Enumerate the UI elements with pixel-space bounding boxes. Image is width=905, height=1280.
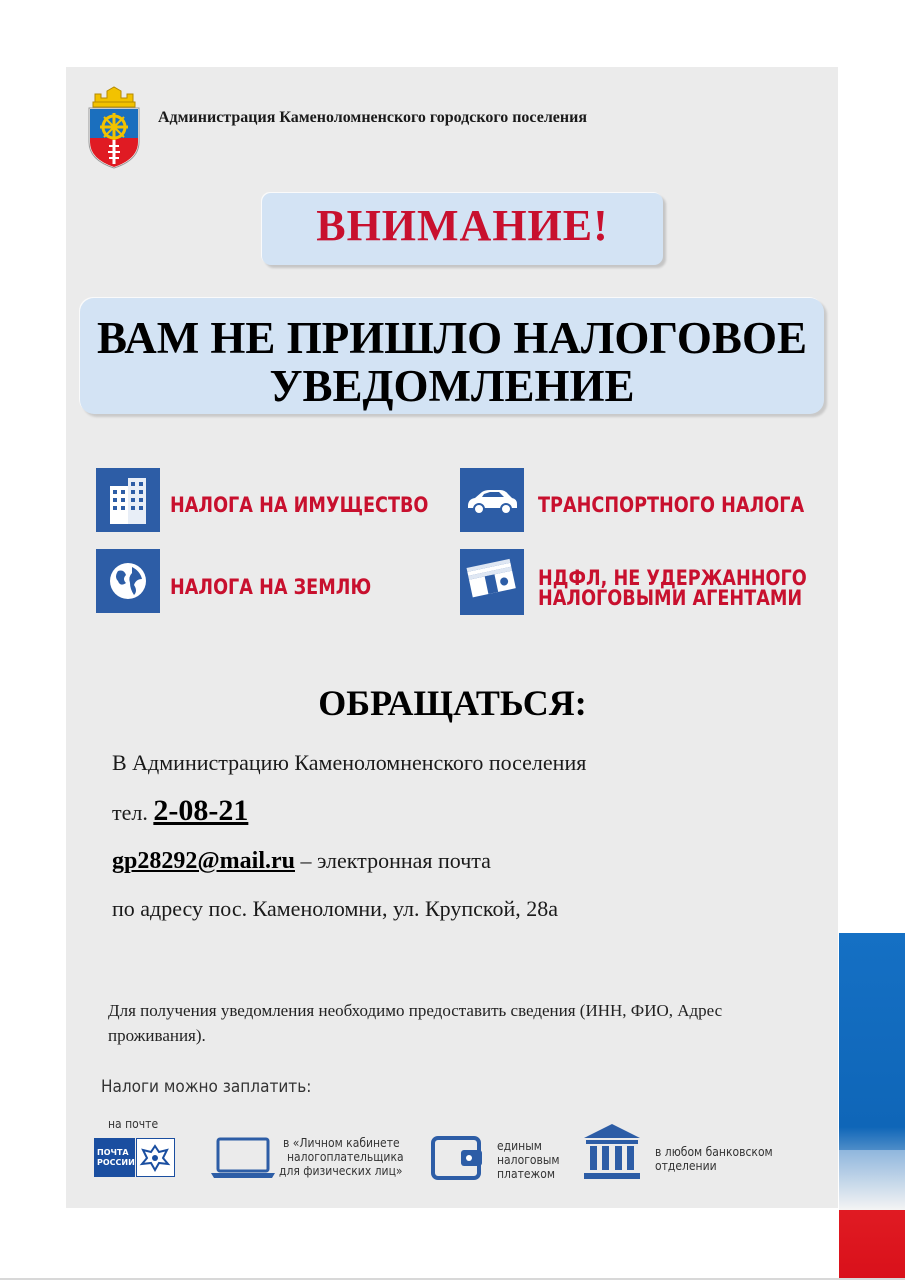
contact-admin: В Администрацию Каменоломненского поселения <box>112 750 587 775</box>
bank-line2: отделении <box>655 1159 717 1173</box>
russian-post-logo <box>94 1138 135 1177</box>
headline-line1: ВАМ НЕ ПРИШЛО НАЛОГОВОЕ <box>97 313 807 363</box>
single-payment-line1: единым <box>497 1139 542 1153</box>
tax-ndfl-label-line2: НАЛОГОВЫМИ АГЕНТАМИ <box>538 586 803 610</box>
globe-icon <box>96 549 160 613</box>
car-icon <box>460 468 524 532</box>
attention-label: ВНИМАНИЕ! <box>316 201 609 250</box>
info-note: Для получения уведомления необходимо предоставить сведения (ИНН, ФИО, Адрес проживания). <box>108 1001 723 1045</box>
tax-property-label: НАЛОГА НА ИМУЩЕСТВО <box>170 493 429 517</box>
tax-transport-label: ТРАНСПОРТНОГО НАЛОГА <box>538 493 805 517</box>
flag-stripe-white <box>839 1150 905 1210</box>
tax-land-label: НАЛОГА НА ЗЕМЛЮ <box>170 575 372 599</box>
organization-name: Администрация Каменоломненского городского поселения <box>158 109 587 126</box>
buildings-icon <box>96 468 160 532</box>
eagle-icon <box>136 1138 175 1177</box>
phone-prefix: тел. <box>112 800 148 825</box>
cabinet-line1: в «Личном кабинете <box>283 1136 400 1150</box>
contact-email-line <box>112 848 491 875</box>
tax-ndfl-label-line1: НДФЛ, НЕ УДЕРЖАННОГО <box>538 566 807 590</box>
post-logo-line2: РОССИИ <box>97 1158 135 1167</box>
phone-number[interactable]: 2-08-21 <box>153 794 249 827</box>
flag-stripe-red <box>839 1210 905 1280</box>
contact-address: по адресу пос. Каменоломни, ул. Крупской, 28а <box>112 896 558 921</box>
bank-line1: в любом банковском <box>655 1145 773 1159</box>
email-link[interactable]: gp28292@mail.ru <box>112 848 295 874</box>
post-logo-line1: ПОЧТА <box>97 1148 129 1157</box>
single-payment-line2: налоговым <box>497 1153 560 1167</box>
post-label: на почте <box>108 1117 159 1131</box>
headline-line2: УВЕДОМЛЕНИЕ <box>269 361 635 411</box>
laptop-icon <box>210 1137 276 1179</box>
coat-of-arms-icon <box>85 80 143 170</box>
contact-phone-line <box>112 794 248 828</box>
cabinet-line2: налогоплательщика <box>287 1150 404 1164</box>
money-stack-icon <box>460 549 524 615</box>
attention-banner <box>262 193 663 265</box>
single-payment-line3: платежом <box>497 1167 556 1181</box>
cabinet-line3: для физических лиц» <box>279 1164 403 1178</box>
payment-heading: Налоги можно заплатить: <box>101 1077 312 1097</box>
email-suffix: – электронная почта <box>300 848 491 873</box>
contact-heading: ОБРАЩАТЬСЯ: <box>318 683 587 723</box>
wallet-icon <box>431 1134 484 1182</box>
headline-banner <box>80 298 824 414</box>
bank-icon <box>582 1122 642 1182</box>
